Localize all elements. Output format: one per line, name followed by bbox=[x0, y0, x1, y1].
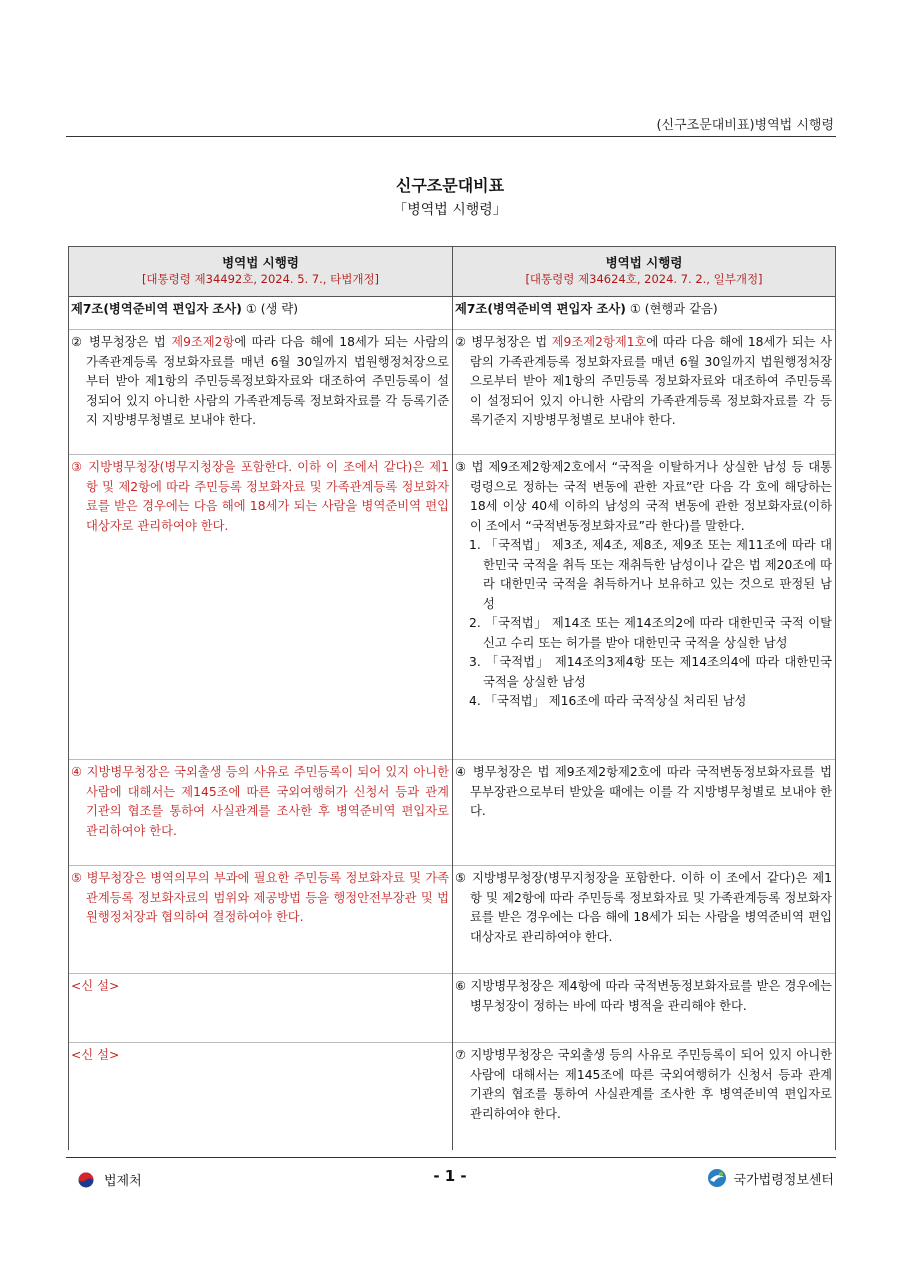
old-para-5-cell bbox=[69, 866, 453, 974]
new-article-heading bbox=[453, 297, 836, 330]
new-para-2-cell bbox=[453, 330, 836, 455]
new-para-2-ref: 제9조제2항제1호 bbox=[551, 335, 647, 349]
footer-divider bbox=[66, 1157, 836, 1158]
old-column-title: 병역법 시행령 bbox=[222, 255, 299, 270]
new-para-4: ④ 병무청장은 법 제9조제2항제2호에 따라 국적변동정보화자료를 법무부장관으로부터 받았을 때에는 이를 각 지방병무청별로 보내야 한다. bbox=[455, 765, 832, 818]
new-para-2-post: 에 따라 다음 해에 18세가 되는 사람의 가족관계등록 정보화자료를 매년 6월 30일까지 법원행정처장으로부터 받아 제1항의 주민등록 정보화자료와 대조하여 주민등록이 설정되어 있지 아니한 사람의 가족관계등록 정보화자료를 각 등록기준지 지방병무청별로 보내야 한다. bbox=[470, 335, 832, 427]
page-subtitle: 「병역법 시행령」 bbox=[393, 202, 507, 218]
new-para-3-item-3: 3. 「국적법」 제14조의3제4항 또는 제14조의4에 따라 대한민국 국적을 상실한 남성 bbox=[469, 655, 832, 689]
new-para-3-item-4: 4. 「국적법」 제16조에 따라 국적상실 처리된 남성 bbox=[469, 694, 747, 708]
footer-right bbox=[706, 1168, 834, 1188]
new-para-4-cell bbox=[453, 760, 836, 866]
law-center-logo-icon bbox=[706, 1168, 728, 1188]
page-number: - 1 - bbox=[433, 1167, 467, 1185]
new-para-5-cell bbox=[453, 866, 836, 974]
new-para-6: ⑥ 지방병무청장은 제4항에 따라 국적변동정보화자료를 받은 경우에는 병무청장이 정하는 바에 따라 병적을 관리해야 한다. bbox=[455, 979, 832, 1013]
new-para-5: ⑤ 지방병무청장(병무지청장을 포함한다. 이하 이 조에서 같다)은 제1항 및 제2항에 따라 주민등록 정보화자료 및 가족관계등록 정보화자료를 받은 경우에는 다음 해에 18세가 되는 사람을 병역준비역 편입 대상자로 관리하여야 한다. bbox=[455, 871, 832, 944]
old-para-2-ref: 제9조제2항 bbox=[171, 335, 235, 349]
new-column-version: [대통령령 제34624호, 2024. 7. 2., 일부개정] bbox=[525, 272, 763, 286]
header-divider bbox=[66, 136, 836, 137]
old-column-header bbox=[69, 247, 453, 297]
old-para-2-post: 에 따라 다음 해에 18세가 되는 사람의 가족관계등록 정보화자료를 매년 6월 30일까지 법원행정처장으로부터 받아 제1항의 주민등록정보화자료와 대조하여 주민등록이 설정되어 있지 아니한 사람의 가족관계등록 정보화자료를 각 등록기준지 지방병무청별로 보내야 한다. bbox=[86, 335, 449, 427]
new-para-7-cell bbox=[453, 1043, 836, 1151]
old-para-2 bbox=[71, 333, 449, 431]
old-para-6-new-mark: <신 설> bbox=[71, 979, 120, 993]
new-para-3-item-2: 2. 「국적법」 제14조 또는 제14조의2에 따라 대한민국 국적 이탈 신고 수리 또는 허가를 받아 대한민국 국적을 상실한 남성 bbox=[469, 616, 832, 650]
old-para-3: ③ 지방병무청장(병무지청장을 포함한다. 이하 이 조에서 같다)은 제1항 및 제2항에 따라 주민등록 정보화자료 및 가족관계등록 정보화자료를 받은 경우에는 다음 해에 18세가 되는 사람을 병역준비역 편입 대상자로 관리하여야 한다. bbox=[71, 460, 449, 533]
new-para-3-item-1: 1. 「국적법」 제3조, 제4조, 제8조, 제9조 또는 제11조에 따라 대한민국 국적을 취득 또는 재취득한 남성이나 같은 법 제20조에 따라 대한민국 국적을 취득하거나 보유하고 있는 것으로 판정된 남성 bbox=[469, 538, 832, 611]
old-para-3-cell bbox=[69, 455, 453, 760]
running-header: (신구조문대비표)병역법 시행령 bbox=[656, 118, 834, 133]
old-para-1: ① (생 략) bbox=[241, 302, 299, 316]
old-para-5: ⑤ 병무청장은 병역의무의 부과에 필요한 주민등록 정보화자료 및 가족관계등록 정보화자료의 범위와 제공방법 등을 행정안전부장관 및 법원행정처장과 협의하여 결정하여야 한다. bbox=[71, 871, 449, 924]
new-para-3-cell bbox=[453, 455, 836, 760]
new-article-title: 제7조(병역준비역 편입자 조사) bbox=[455, 302, 626, 316]
old-para-4: ④ 지방병무청장은 국외출생 등의 사유로 주민등록이 되어 있지 아니한 사람에 대해서는 제145조에 따른 국외여행허가 신청서 등과 관계 기관의 협조를 통하여 사실관계를 조사한 후 병역준비역 편입자로 관리하여야 한다. bbox=[71, 765, 449, 838]
old-para-4-cell bbox=[69, 760, 453, 866]
old-column-version: [대통령령 제34492호, 2024. 5. 7., 타법개정] bbox=[141, 272, 380, 286]
new-column-header bbox=[453, 247, 836, 297]
new-para-6-cell bbox=[453, 974, 836, 1043]
old-article-title: 제7조(병역준비역 편입자 조사) bbox=[71, 302, 242, 316]
footer-right-label: 국가법령정보센터 bbox=[733, 1172, 834, 1188]
comparison-table bbox=[68, 246, 835, 1150]
new-column-title: 병역법 시행령 bbox=[605, 255, 683, 270]
page-title: 신구조문대비표 bbox=[395, 176, 505, 195]
new-para-7: ⑦ 지방병무청장은 국외출생 등의 사유로 주민등록이 되어 있지 아니한 사람에 대해서는 제145조에 따른 국외여행허가 신청서 등과 관계 기관의 협조를 통하여 사실관계를 조사한 후 병역준비역 편입자로 관리하여야 한다. bbox=[455, 1048, 832, 1121]
new-para-2-pre: ② 병무청장은 법 bbox=[455, 335, 552, 349]
old-para-6-cell bbox=[69, 974, 453, 1043]
old-para-7-cell bbox=[69, 1043, 453, 1151]
old-article-heading bbox=[69, 297, 453, 330]
new-para-2 bbox=[455, 333, 832, 431]
new-para-1: ① (현행과 같음) bbox=[625, 302, 718, 316]
old-para-7-new-mark: <신 설> bbox=[71, 1048, 120, 1062]
old-para-2-cell bbox=[69, 330, 453, 455]
new-para-3-intro: ③ 법 제9조제2항제2호에서 “국적을 이탈하거나 상실한 남성 등 대통령령으로 정하는 국적 변동에 관한 자료”란 다음 각 호에 해당하는 18세 이상 40세 이하의 남성의 국적 변동에 관한 정보화자료(이하 이 조에서 “국적변동정보화자료”라 한다)를 말한다. bbox=[455, 460, 832, 533]
footer-left-label: 법제처 bbox=[104, 1174, 142, 1189]
old-para-2-pre: ② 병무청장은 법 bbox=[71, 335, 172, 349]
